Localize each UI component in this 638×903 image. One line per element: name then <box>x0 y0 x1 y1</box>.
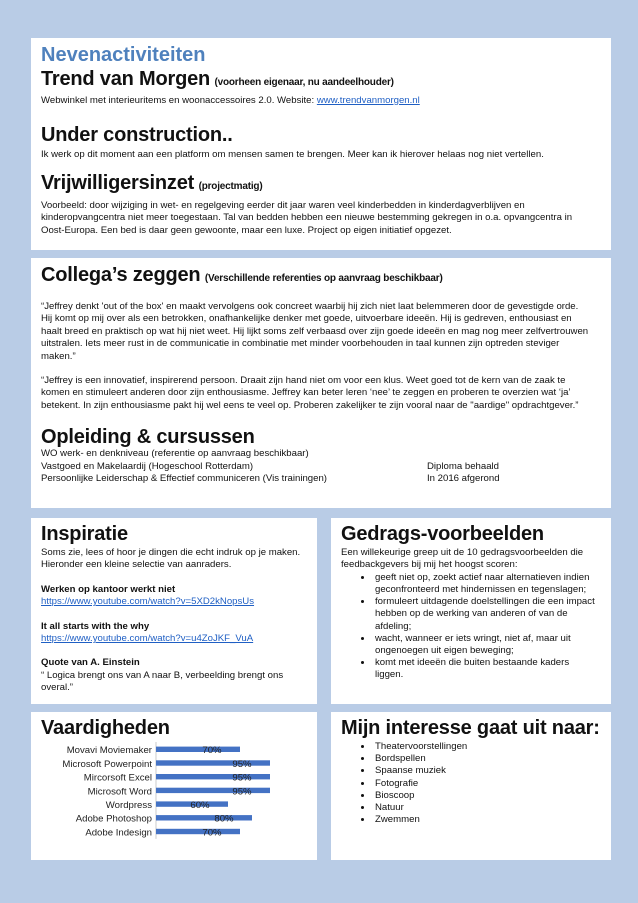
inspiratie-intro: Soms zie, lees of hoor je dingen die echt indruk op je maken. Hieronder een kleine selectie van aanraders. <box>41 547 301 571</box>
data-label: 95% <box>232 786 252 798</box>
opleiding-name: Vastgoed en Makelaardij (Hogeschool Rotterdam) <box>41 460 254 472</box>
inspiratie-item2-title: It all starts with the why <box>41 620 150 632</box>
trend-subtitle: (voorheen eigenaar, nu aandeelhouder) <box>214 77 394 88</box>
quote-title: Quote van A. Einstein <box>41 657 140 669</box>
skills-chart <box>41 742 307 854</box>
interesse-title: Mijn interesse gaat uit naar: <box>341 717 600 739</box>
opleiding-title: Opleiding & cursussen <box>41 426 255 449</box>
tick-label: Mircorsoft Excel <box>83 772 152 784</box>
data-label: 80% <box>214 813 234 825</box>
data-label: 95% <box>232 758 252 770</box>
quote-2: “Jeffrey is een innovatief, inspirerend persoon. Draait zijn hand niet om voor een klus. Weet goed tot de kern van de zaak te komen en stimuleert anderen door zijn enthousiasme. Jeffrey kan beter leren ‘nee’ te zeggen en proberen te overzien wat ‘ja’ betekent. In zijn enthousiasme pakt hij wel eens te veel op. Proberen zakelijker te zijn vooral naar de "aardige" opdrachtgever.” <box>41 375 579 411</box>
trend-description: Webwinkel met interieuritems en woonaccessoires 2.0. Website: <box>41 95 317 106</box>
interesse-section <box>331 712 611 860</box>
tick-label: Microsoft Word <box>87 786 152 798</box>
bar <box>156 774 270 779</box>
vr-heading <box>41 172 602 198</box>
vaardigheden-section <box>31 712 317 860</box>
inspiratie-item1-link[interactable]: https://www.youtube.com/watch?v=5XD2kNopsUs <box>41 596 255 608</box>
trend-heading <box>41 68 602 94</box>
collega-section <box>31 258 611 508</box>
list-item: • Zwemmen <box>373 814 603 826</box>
tick-label: Adobe Photoshop <box>75 813 152 825</box>
list-item: • Bioscoop <box>373 790 603 802</box>
list-item: • wacht, wanneer er iets wringt, niet af, maar uit ongenoegen uit eigen beweging; <box>373 633 597 657</box>
gedrag-intro: Een willekeurige greep uit de 10 gedragsvoorbeelden die feedbackgevers bij mij het hoogst scoren: <box>341 547 584 571</box>
list-item: • Theatervoorstellingen <box>373 741 603 753</box>
gedrag-section <box>331 518 611 704</box>
collega-subtitle: (Verschillende referenties op aanvraag beschikbaar) <box>204 273 443 284</box>
gedrag-title: Gedrags-voorbeelden <box>341 523 544 545</box>
tick-label: Adobe Indesign <box>85 827 152 839</box>
bar <box>156 788 270 793</box>
tick-label: Movavi Moviemaker <box>66 745 152 757</box>
tick-label: Microsoft Powerpoint <box>62 758 152 770</box>
trend-text <box>41 95 602 107</box>
list-item: • formuleert uitdagende doelstellingen die een impact hebben op de werking van anderen of van de afdeling; <box>373 596 597 633</box>
bar <box>156 815 252 820</box>
tick-label: Wordpress <box>105 799 152 811</box>
inspiratie-item1-title: Werken op kantoor werkt niet <box>41 583 176 595</box>
trend-title: Trend van Morgen <box>41 68 211 90</box>
quote-1: “Jeffrey denkt 'out of the box' en maakt vervolgens ook concreet waarbij hij zich niet laat belemmeren door de gevestigde orde. Hij komt op mij over als een betrokken, onafhankelijke denker met goede, uitvoerbare ideeën. Hij is gedreven, enthousiast en haalt breed en praktisch op wat hij niet weet. Hij lijkt soms zelf verbaasd over zijn goede ideeën en mag nog meer zelfvertrouwen uitstralen. Iets meer rust in de communicatie in combinatie met minder voorbehouden in taal kunnen zijn optreden steviger maken.” <box>41 301 589 362</box>
section-title: Nevenactiviteiten <box>41 44 206 66</box>
nevenactiviteiten-section <box>31 38 611 250</box>
opleiding-line1: WO werk- en denkniveau (referentie op aanvraag beschikbaar) <box>41 448 309 460</box>
list-item: • geeft niet op, zoekt actief naar alternatieven indien geconfronteerd met hindernissen en tegenslagen; <box>373 572 597 596</box>
vaardigheden-title: Vaardigheden <box>41 717 170 739</box>
list-item: • Bordspellen <box>373 753 603 765</box>
bar <box>156 829 240 834</box>
inspiratie-section <box>31 518 317 704</box>
list-item: • Spaanse muziek <box>373 765 603 777</box>
interesse-list <box>341 741 603 826</box>
bar <box>156 760 270 765</box>
data-label: 70% <box>202 745 222 757</box>
data-label: 70% <box>202 827 222 839</box>
opleiding-name: Persoonlijke Leiderschap & Effectief communiceren (Vis trainingen) <box>41 473 328 485</box>
list-item: • Natuur <box>373 802 603 814</box>
opleiding-status: Diploma behaald <box>427 460 499 472</box>
collega-title: Collega’s zeggen <box>41 264 201 286</box>
vr-title: Vrijwilligersinzet <box>41 171 195 194</box>
trend-website-link[interactable]: www.trendvanmorgen.nl <box>316 95 420 106</box>
uc-text: Ik werk op dit moment aan een platform om mensen samen te brengen. Meer kan ik hierover helaas nog niet vertellen. <box>41 149 544 161</box>
vr-subtitle: (projectmatig) <box>198 180 263 192</box>
list-item: • Fotografie <box>373 778 603 790</box>
bar <box>156 747 240 752</box>
collega-heading <box>41 264 602 290</box>
opleiding-row <box>41 461 602 473</box>
quote-text: “ Logica brengt ons van A naar B, verbeelding brengt ons overal.” <box>41 669 284 694</box>
data-label: 60% <box>190 799 210 811</box>
vr-text: Voorbeeld: door wijziging in wet- en regelgeving eerder dit jaar waren veel kinderbedden in kinderdagverblijven en kinderopvangcentra niet meer toegestaan. Tal van bedden hebben een nieuwe bestemming gekregen in o.a. opvangcentra in Oost-Europa. Een bed is daar geen gewoonte, maar een luxe. Project op eigen initiatief opgezet. <box>41 199 573 236</box>
inspiratie-item2-link[interactable]: https://www.youtube.com/watch?v=u4ZoJKF_VuA <box>41 633 254 645</box>
opleiding-status: In 2016 afgerond <box>427 473 500 485</box>
uc-title: Under construction.. <box>41 124 233 147</box>
opleiding-row <box>41 473 602 485</box>
inspiratie-title: Inspiratie <box>41 523 128 545</box>
data-label: 95% <box>232 772 252 784</box>
gedrag-list <box>341 572 597 682</box>
list-item: • komt met ideeën die buiten bestaande kaders liggen. <box>373 657 597 681</box>
